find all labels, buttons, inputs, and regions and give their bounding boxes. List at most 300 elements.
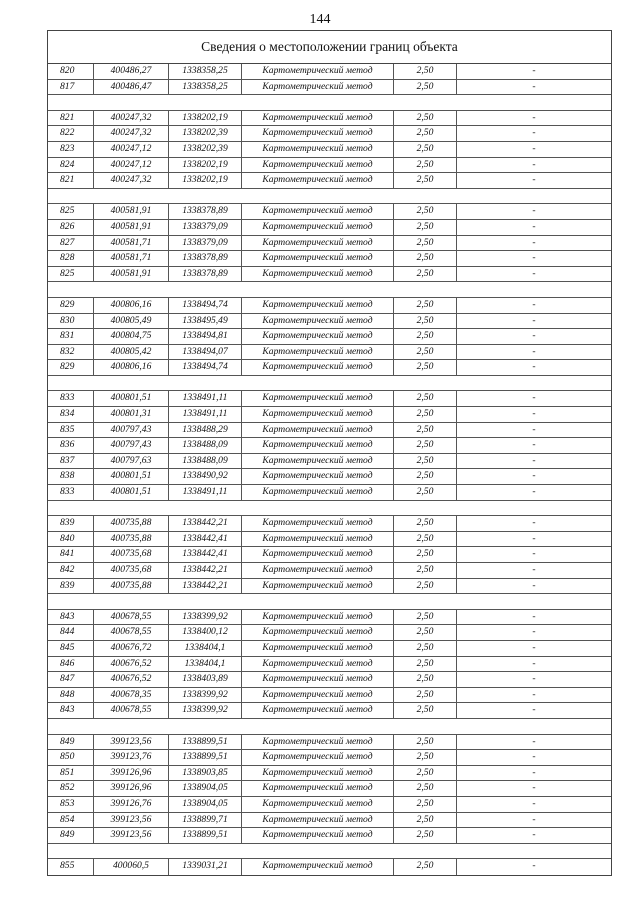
table-row xyxy=(48,828,611,844)
table-row xyxy=(48,657,611,673)
point-number-cell: 833 xyxy=(48,485,94,500)
table-row xyxy=(48,469,611,485)
table-row xyxy=(48,516,611,532)
x-coordinate-cell: 400581,71 xyxy=(94,251,169,266)
point-number-cell: 854 xyxy=(48,813,94,828)
note-cell: - xyxy=(532,704,536,716)
y-coordinate-cell: 1338903,85 xyxy=(169,766,242,781)
point-number-cell: 833 xyxy=(48,391,94,406)
method-cell: Картометрический метод xyxy=(242,735,394,750)
note-cell: - xyxy=(532,688,536,700)
y-coordinate-cell: 1339031,21 xyxy=(169,859,242,875)
note-cell: - xyxy=(532,205,536,217)
x-coordinate-cell: 400581,91 xyxy=(94,204,169,219)
x-coordinate-cell: 399126,76 xyxy=(94,797,169,812)
table-row xyxy=(48,547,611,563)
table-row xyxy=(48,610,611,626)
method-cell: Картометрический метод xyxy=(242,625,394,640)
method-cell: Картометрический метод xyxy=(242,314,394,329)
y-coordinate-cell: 1338442,21 xyxy=(169,563,242,578)
accuracy-cell: 2,50 xyxy=(394,64,457,79)
table-row xyxy=(48,672,611,688)
point-number-cell: 831 xyxy=(48,329,94,344)
point-number-cell: 841 xyxy=(48,547,94,562)
accuracy-cell: 2,50 xyxy=(394,454,457,469)
accuracy-cell: 2,50 xyxy=(394,688,457,703)
page-number: 144 xyxy=(309,12,331,27)
table-row xyxy=(48,111,611,127)
point-number-cell: 842 xyxy=(48,563,94,578)
x-coordinate-cell: 400805,42 xyxy=(94,345,169,360)
x-coordinate-cell: 400806,16 xyxy=(94,360,169,375)
method-cell: Картометрический метод xyxy=(242,111,394,126)
point-number-cell: 839 xyxy=(48,516,94,531)
point-number-cell: 821 xyxy=(48,111,94,126)
method-cell: Картометрический метод xyxy=(242,828,394,843)
x-coordinate-cell: 400247,32 xyxy=(94,126,169,141)
y-coordinate-cell: 1338404,1 xyxy=(169,641,242,656)
x-coordinate-cell: 400806,16 xyxy=(94,298,169,313)
method-cell: Картометрический метод xyxy=(242,532,394,547)
x-coordinate-cell: 400247,12 xyxy=(94,142,169,157)
x-coordinate-cell: 400735,88 xyxy=(94,516,169,531)
table-row xyxy=(48,438,611,454)
accuracy-cell: 2,50 xyxy=(394,641,457,656)
x-coordinate-cell: 400735,88 xyxy=(94,579,169,594)
accuracy-cell: 2,50 xyxy=(394,532,457,547)
x-coordinate-cell: 400676,72 xyxy=(94,641,169,656)
table-row xyxy=(48,391,611,407)
x-coordinate-cell: 400581,91 xyxy=(94,220,169,235)
method-cell: Картометрический метод xyxy=(242,657,394,672)
note-cell: - xyxy=(532,65,536,76)
note-cell: - xyxy=(532,829,536,841)
table-row xyxy=(48,173,611,189)
accuracy-cell: 2,50 xyxy=(394,204,457,219)
accuracy-cell: 2,50 xyxy=(394,547,457,562)
boundary-table xyxy=(47,30,612,876)
y-coordinate-cell: 1338378,89 xyxy=(169,267,242,282)
accuracy-cell: 2,50 xyxy=(394,407,457,422)
accuracy-cell: 2,50 xyxy=(394,251,457,266)
x-coordinate-cell: 400486,47 xyxy=(94,80,169,95)
point-number-cell: 836 xyxy=(48,438,94,453)
point-number-cell: 824 xyxy=(48,158,94,173)
x-coordinate-cell: 400805,49 xyxy=(94,314,169,329)
accuracy-cell: 2,50 xyxy=(394,469,457,484)
x-coordinate-cell: 399123,56 xyxy=(94,735,169,750)
y-coordinate-cell: 1338378,89 xyxy=(169,251,242,266)
y-coordinate-cell: 1338494,07 xyxy=(169,345,242,360)
method-cell: Картометрический метод xyxy=(242,438,394,453)
point-number-cell: 832 xyxy=(48,345,94,360)
method-cell: Картометрический метод xyxy=(242,236,394,251)
point-number-cell: 822 xyxy=(48,126,94,141)
x-coordinate-cell: 400678,55 xyxy=(94,625,169,640)
point-number-cell: 828 xyxy=(48,251,94,266)
point-number-cell: 845 xyxy=(48,641,94,656)
table-row xyxy=(48,142,611,158)
method-cell: Картометрический метод xyxy=(242,391,394,406)
method-cell: Картометрический метод xyxy=(242,251,394,266)
method-cell: Картометрический метод xyxy=(242,469,394,484)
x-coordinate-cell: 400581,91 xyxy=(94,267,169,282)
point-number-cell: 829 xyxy=(48,298,94,313)
accuracy-cell: 2,50 xyxy=(394,610,457,625)
y-coordinate-cell: 1338400,12 xyxy=(169,625,242,640)
note-cell: - xyxy=(532,439,536,451)
method-cell: Картометрический метод xyxy=(242,64,394,79)
method-cell: Картометрический метод xyxy=(242,688,394,703)
point-number-cell: 851 xyxy=(48,766,94,781)
table-title: Сведения о местоположении границ объекта xyxy=(48,31,611,64)
table-row xyxy=(48,360,611,376)
y-coordinate-cell: 1338399,92 xyxy=(169,610,242,625)
table-row xyxy=(48,423,611,439)
group-separator-row xyxy=(48,95,611,111)
y-coordinate-cell: 1338488,29 xyxy=(169,423,242,438)
accuracy-cell: 2,50 xyxy=(394,298,457,313)
point-number-cell: 820 xyxy=(48,64,94,79)
point-number-cell: 838 xyxy=(48,469,94,484)
accuracy-cell: 2,50 xyxy=(394,859,457,875)
y-coordinate-cell: 1338378,89 xyxy=(169,204,242,219)
x-coordinate-cell: 400676,52 xyxy=(94,657,169,672)
accuracy-cell: 2,50 xyxy=(394,391,457,406)
table-row xyxy=(48,64,611,80)
y-coordinate-cell: 1338358,25 xyxy=(169,80,242,95)
x-coordinate-cell: 400801,31 xyxy=(94,407,169,422)
table-row xyxy=(48,314,611,330)
point-number-cell: 843 xyxy=(48,703,94,718)
method-cell: Картометрический метод xyxy=(242,516,394,531)
accuracy-cell: 2,50 xyxy=(394,813,457,828)
x-coordinate-cell: 399123,56 xyxy=(94,813,169,828)
accuracy-cell: 2,50 xyxy=(394,158,457,173)
point-number-cell: 839 xyxy=(48,579,94,594)
x-coordinate-cell: 400801,51 xyxy=(94,391,169,406)
method-cell: Картометрический метод xyxy=(242,579,394,594)
note-cell: - xyxy=(532,532,536,544)
point-number-cell: 817 xyxy=(48,80,94,95)
y-coordinate-cell: 1338202,39 xyxy=(169,142,242,157)
note-cell: - xyxy=(532,470,536,482)
table-body xyxy=(48,64,611,875)
note-cell: - xyxy=(532,751,536,763)
accuracy-cell: 2,50 xyxy=(394,797,457,812)
accuracy-cell: 2,50 xyxy=(394,750,457,765)
accuracy-cell: 2,50 xyxy=(394,828,457,843)
y-coordinate-cell: 1338442,41 xyxy=(169,532,242,547)
method-cell: Картометрический метод xyxy=(242,641,394,656)
note-cell: - xyxy=(532,408,536,420)
y-coordinate-cell: 1338899,71 xyxy=(169,813,242,828)
x-coordinate-cell: 400797,43 xyxy=(94,423,169,438)
y-coordinate-cell: 1338904,05 xyxy=(169,797,242,812)
y-coordinate-cell: 1338494,74 xyxy=(169,360,242,375)
table-row xyxy=(48,454,611,470)
method-cell: Картометрический метод xyxy=(242,610,394,625)
method-cell: Картометрический метод xyxy=(242,703,394,718)
accuracy-cell: 2,50 xyxy=(394,766,457,781)
x-coordinate-cell: 400247,12 xyxy=(94,158,169,173)
table-row xyxy=(48,345,611,361)
accuracy-cell: 2,50 xyxy=(394,625,457,640)
method-cell: Картометрический метод xyxy=(242,345,394,360)
note-cell: - xyxy=(532,454,536,466)
group-separator-row xyxy=(48,844,611,860)
y-coordinate-cell: 1338202,19 xyxy=(169,111,242,126)
note-cell: - xyxy=(532,517,536,529)
x-coordinate-cell: 400060,5 xyxy=(94,859,169,875)
x-coordinate-cell: 400581,71 xyxy=(94,236,169,251)
method-cell: Картометрический метод xyxy=(242,423,394,438)
table-row xyxy=(48,158,611,174)
accuracy-cell: 2,50 xyxy=(394,142,457,157)
note-cell: - xyxy=(532,158,536,170)
point-number-cell: 840 xyxy=(48,532,94,547)
x-coordinate-cell: 400804,75 xyxy=(94,329,169,344)
note-cell: - xyxy=(532,392,536,404)
note-cell: - xyxy=(532,579,536,591)
note-cell: - xyxy=(532,797,536,809)
table-row xyxy=(48,236,611,252)
point-number-cell: 827 xyxy=(48,236,94,251)
y-coordinate-cell: 1338488,09 xyxy=(169,454,242,469)
method-cell: Картометрический метод xyxy=(242,750,394,765)
table-row xyxy=(48,485,611,501)
y-coordinate-cell: 1338899,51 xyxy=(169,750,242,765)
note-cell: - xyxy=(532,548,536,560)
table-row xyxy=(48,781,611,797)
point-number-cell: 826 xyxy=(48,220,94,235)
table-row xyxy=(48,251,611,267)
note-cell: - xyxy=(532,626,536,638)
y-coordinate-cell: 1338358,25 xyxy=(169,64,242,79)
note-cell: - xyxy=(532,236,536,248)
method-cell: Картометрический метод xyxy=(242,329,394,344)
y-coordinate-cell: 1338202,39 xyxy=(169,126,242,141)
note-cell: - xyxy=(532,735,536,747)
x-coordinate-cell: 400797,43 xyxy=(94,438,169,453)
x-coordinate-cell: 400678,35 xyxy=(94,688,169,703)
accuracy-cell: 2,50 xyxy=(394,703,457,718)
table-row xyxy=(48,204,611,220)
accuracy-cell: 2,50 xyxy=(394,236,457,251)
y-coordinate-cell: 1338403,89 xyxy=(169,672,242,687)
table-row xyxy=(48,750,611,766)
note-cell: - xyxy=(532,220,536,232)
y-coordinate-cell: 1338399,92 xyxy=(169,688,242,703)
accuracy-cell: 2,50 xyxy=(394,329,457,344)
note-cell: - xyxy=(532,673,536,685)
accuracy-cell: 2,50 xyxy=(394,360,457,375)
group-separator-row xyxy=(48,189,611,205)
table-row xyxy=(48,579,611,595)
table-row xyxy=(48,703,611,719)
table-row xyxy=(48,641,611,657)
accuracy-cell: 2,50 xyxy=(394,80,457,95)
method-cell: Картометрический метод xyxy=(242,267,394,282)
accuracy-cell: 2,50 xyxy=(394,173,457,188)
point-number-cell: 846 xyxy=(48,657,94,672)
table-row xyxy=(48,625,611,641)
method-cell: Картометрический метод xyxy=(242,158,394,173)
note-cell: - xyxy=(532,267,536,279)
accuracy-cell: 2,50 xyxy=(394,579,457,594)
note-cell: - xyxy=(532,641,536,653)
table-row xyxy=(48,407,611,423)
y-coordinate-cell: 1338488,09 xyxy=(169,438,242,453)
note-cell: - xyxy=(532,142,536,154)
note-cell: - xyxy=(532,298,536,310)
accuracy-cell: 2,50 xyxy=(394,438,457,453)
note-cell: - xyxy=(532,361,536,373)
method-cell: Картометрический метод xyxy=(242,813,394,828)
accuracy-cell: 2,50 xyxy=(394,345,457,360)
point-number-cell: 849 xyxy=(48,828,94,843)
point-number-cell: 821 xyxy=(48,173,94,188)
x-coordinate-cell: 400247,32 xyxy=(94,173,169,188)
y-coordinate-cell: 1338494,74 xyxy=(169,298,242,313)
point-number-cell: 837 xyxy=(48,454,94,469)
note-cell: - xyxy=(532,330,536,342)
y-coordinate-cell: 1338904,05 xyxy=(169,781,242,796)
table-row xyxy=(48,220,611,236)
method-cell: Картометрический метод xyxy=(242,797,394,812)
point-number-cell: 848 xyxy=(48,688,94,703)
note-cell: - xyxy=(532,766,536,778)
point-number-cell: 835 xyxy=(48,423,94,438)
note-cell: - xyxy=(532,127,536,139)
point-number-cell: 855 xyxy=(48,859,94,875)
y-coordinate-cell: 1338491,11 xyxy=(169,485,242,500)
point-number-cell: 830 xyxy=(48,314,94,329)
table-row xyxy=(48,126,611,142)
point-number-cell: 847 xyxy=(48,672,94,687)
y-coordinate-cell: 1338442,21 xyxy=(169,579,242,594)
x-coordinate-cell: 399126,96 xyxy=(94,781,169,796)
table-row xyxy=(48,813,611,829)
y-coordinate-cell: 1338495,49 xyxy=(169,314,242,329)
x-coordinate-cell: 400735,68 xyxy=(94,563,169,578)
method-cell: Картометрический метод xyxy=(242,407,394,422)
x-coordinate-cell: 400486,27 xyxy=(94,64,169,79)
y-coordinate-cell: 1338379,09 xyxy=(169,220,242,235)
method-cell: Картометрический метод xyxy=(242,485,394,500)
point-number-cell: 850 xyxy=(48,750,94,765)
method-cell: Картометрический метод xyxy=(242,454,394,469)
table-row xyxy=(48,735,611,751)
y-coordinate-cell: 1338404,1 xyxy=(169,657,242,672)
y-coordinate-cell: 1338379,09 xyxy=(169,236,242,251)
y-coordinate-cell: 1338491,11 xyxy=(169,391,242,406)
method-cell: Картометрический метод xyxy=(242,547,394,562)
method-cell: Картометрический метод xyxy=(242,672,394,687)
x-coordinate-cell: 400676,52 xyxy=(94,672,169,687)
note-cell: - xyxy=(532,174,536,186)
point-number-cell: 825 xyxy=(48,204,94,219)
accuracy-cell: 2,50 xyxy=(394,672,457,687)
accuracy-cell: 2,50 xyxy=(394,657,457,672)
group-separator-row xyxy=(48,719,611,735)
note-cell: - xyxy=(532,813,536,825)
point-number-cell: 853 xyxy=(48,797,94,812)
method-cell: Картометрический метод xyxy=(242,204,394,219)
y-coordinate-cell: 1338202,19 xyxy=(169,173,242,188)
method-cell: Картометрический метод xyxy=(242,142,394,157)
accuracy-cell: 2,50 xyxy=(394,314,457,329)
table-row xyxy=(48,688,611,704)
x-coordinate-cell: 399123,56 xyxy=(94,828,169,843)
table-row xyxy=(48,859,611,875)
accuracy-cell: 2,50 xyxy=(394,220,457,235)
y-coordinate-cell: 1338491,11 xyxy=(169,407,242,422)
method-cell: Картометрический метод xyxy=(242,220,394,235)
y-coordinate-cell: 1338442,21 xyxy=(169,516,242,531)
accuracy-cell: 2,50 xyxy=(394,423,457,438)
group-separator-row xyxy=(48,282,611,298)
table-row xyxy=(48,298,611,314)
group-separator-row xyxy=(48,376,611,392)
table-row xyxy=(48,766,611,782)
accuracy-cell: 2,50 xyxy=(394,485,457,500)
x-coordinate-cell: 400735,88 xyxy=(94,532,169,547)
point-number-cell: 843 xyxy=(48,610,94,625)
note-cell: - xyxy=(532,252,536,264)
x-coordinate-cell: 400678,55 xyxy=(94,703,169,718)
accuracy-cell: 2,50 xyxy=(394,267,457,282)
note-cell: - xyxy=(532,782,536,794)
method-cell: Картометрический метод xyxy=(242,80,394,95)
note-cell: - xyxy=(532,564,536,575)
point-number-cell: 829 xyxy=(48,360,94,375)
method-cell: Картометрический метод xyxy=(242,126,394,141)
table-row xyxy=(48,797,611,813)
table-row xyxy=(48,329,611,345)
point-number-cell: 852 xyxy=(48,781,94,796)
note-cell: - xyxy=(532,111,536,123)
note-cell: - xyxy=(532,345,536,357)
accuracy-cell: 2,50 xyxy=(394,516,457,531)
accuracy-cell: 2,50 xyxy=(394,563,457,578)
group-separator-row xyxy=(48,594,611,610)
x-coordinate-cell: 400801,51 xyxy=(94,469,169,484)
group-separator-row xyxy=(48,501,611,517)
note-cell: - xyxy=(532,486,536,498)
x-coordinate-cell: 399123,76 xyxy=(94,750,169,765)
x-coordinate-cell: 400735,68 xyxy=(94,547,169,562)
table-row xyxy=(48,532,611,548)
x-coordinate-cell: 400801,51 xyxy=(94,485,169,500)
method-cell: Картометрический метод xyxy=(242,781,394,796)
y-coordinate-cell: 1338494,81 xyxy=(169,329,242,344)
accuracy-cell: 2,50 xyxy=(394,735,457,750)
accuracy-cell: 2,50 xyxy=(394,781,457,796)
x-coordinate-cell: 400247,32 xyxy=(94,111,169,126)
note-cell: - xyxy=(532,314,536,326)
point-number-cell: 849 xyxy=(48,735,94,750)
table-row xyxy=(48,563,611,579)
table-row xyxy=(48,80,611,96)
x-coordinate-cell: 400678,55 xyxy=(94,610,169,625)
y-coordinate-cell: 1338442,41 xyxy=(169,547,242,562)
method-cell: Картометрический метод xyxy=(242,766,394,781)
point-number-cell: 823 xyxy=(48,142,94,157)
table-row xyxy=(48,267,611,283)
x-coordinate-cell: 400797,63 xyxy=(94,454,169,469)
method-cell: Картометрический метод xyxy=(242,298,394,313)
